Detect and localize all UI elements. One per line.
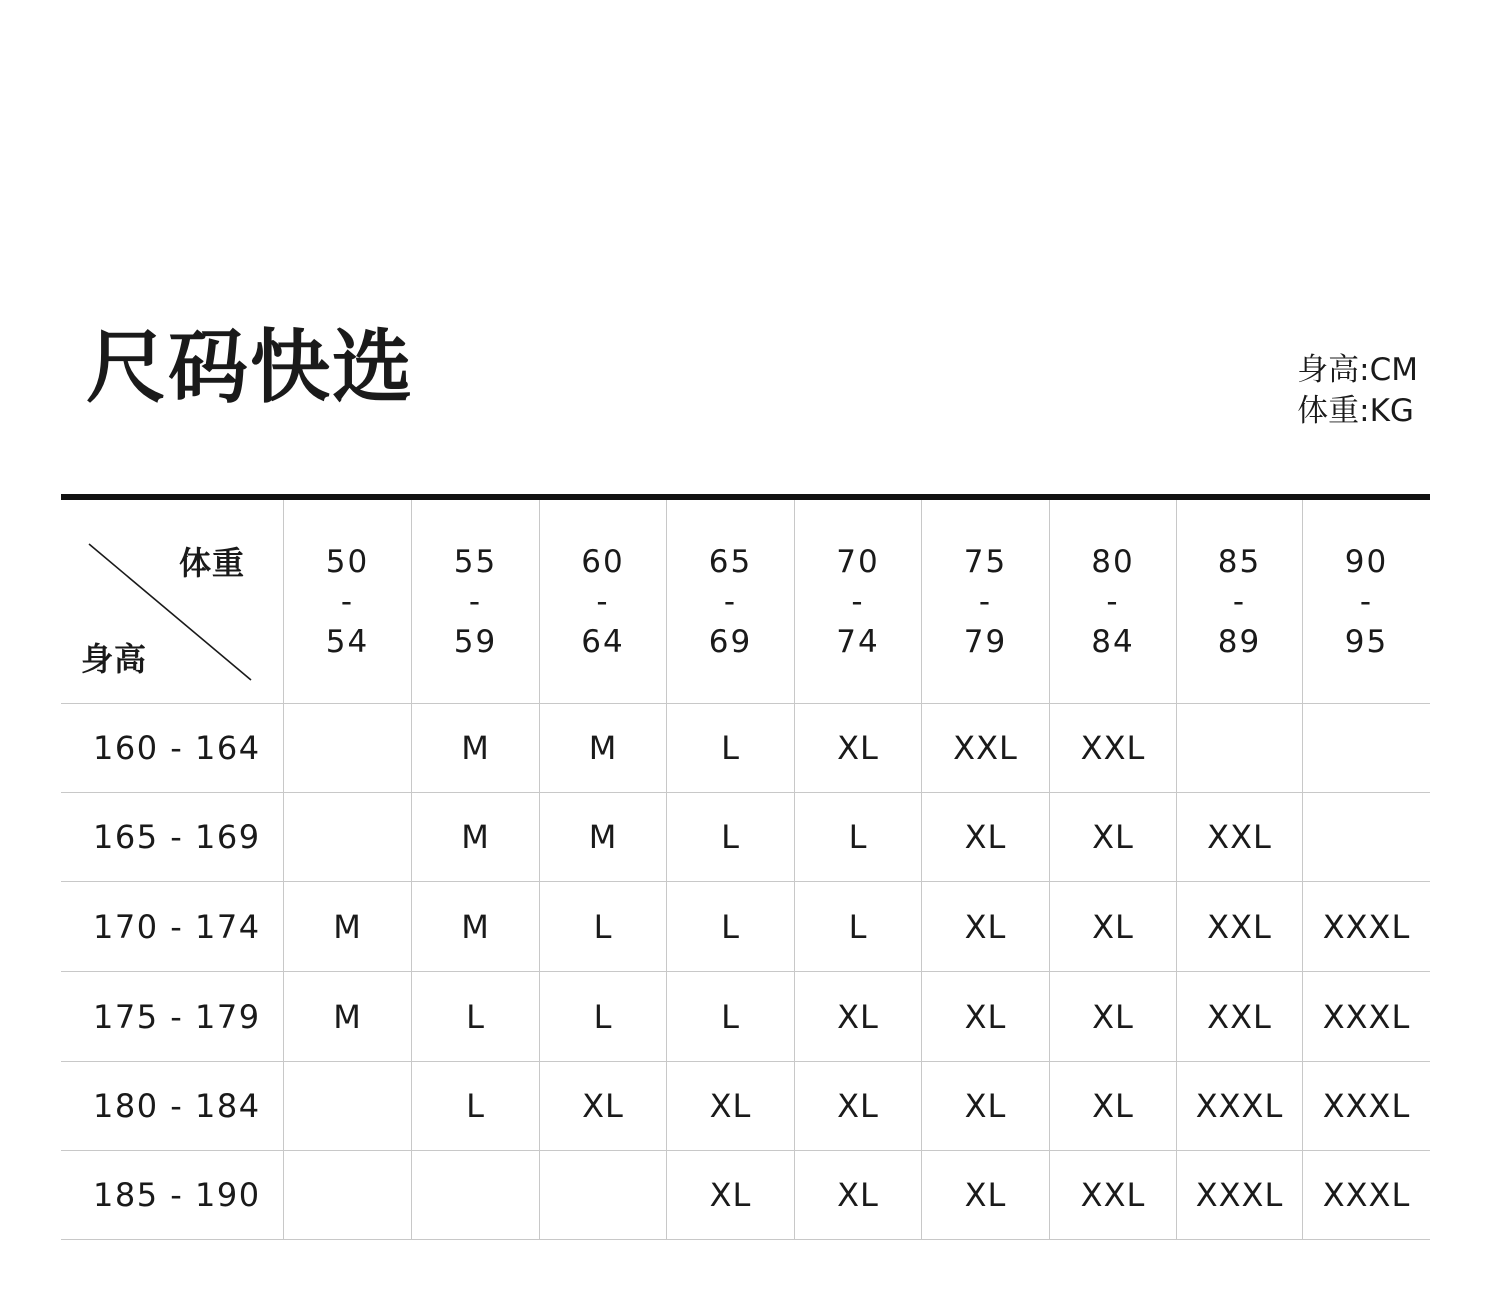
weight-range-to: 84	[1091, 623, 1135, 660]
height-range-label: 170 - 174	[61, 881, 283, 971]
size-cell: L	[794, 792, 921, 881]
weight-range-sep: -	[1359, 583, 1374, 620]
height-unit-label: 身高:CM	[1297, 352, 1418, 388]
size-cell: XL	[666, 1150, 794, 1240]
weight-range-sep: -	[340, 583, 355, 620]
size-cell: XL	[921, 971, 1049, 1061]
weight-range-to: 74	[836, 623, 880, 660]
weight-range-sep: -	[1232, 583, 1247, 620]
height-range-label: 185 - 190	[61, 1150, 283, 1240]
size-cell: XXL	[1176, 971, 1302, 1061]
size-cell: XXL	[1049, 703, 1176, 792]
weight-range-sep: -	[723, 583, 738, 620]
size-cell: L	[666, 792, 794, 881]
size-cell: XL	[794, 703, 921, 792]
size-cell: XL	[1049, 971, 1176, 1061]
size-cell: M	[411, 792, 539, 881]
weight-range-from: 60	[581, 543, 625, 580]
size-cell	[539, 1150, 666, 1240]
weight-range-to: 95	[1344, 623, 1389, 660]
weight-column-header	[1302, 500, 1430, 703]
weight-unit-label: 体重:KG	[1297, 393, 1414, 429]
weight-range-sep: -	[978, 583, 993, 620]
size-cell: L	[794, 881, 921, 971]
size-cell: XXXL	[1302, 971, 1430, 1061]
weight-range-sep: -	[596, 583, 610, 620]
weight-column-header	[666, 500, 794, 703]
weight-range-from: 80	[1091, 543, 1135, 580]
size-cell: XL	[921, 1061, 1049, 1150]
weight-range-from: 50	[325, 543, 370, 580]
size-cell: L	[411, 1061, 539, 1150]
size-cell: M	[283, 881, 411, 971]
weight-range-from: 90	[1344, 543, 1389, 580]
size-cell	[283, 703, 411, 792]
corner-header-cell	[61, 500, 283, 703]
size-cell: XXXL	[1302, 1150, 1430, 1240]
size-cell: XXXL	[1176, 1061, 1302, 1150]
size-cell	[411, 1150, 539, 1240]
size-cell: XL	[1049, 881, 1176, 971]
size-cell: L	[666, 703, 794, 792]
weight-range-to: 89	[1217, 623, 1262, 660]
weight-column-header	[539, 500, 666, 703]
size-cell	[283, 1061, 411, 1150]
height-range-label: 175 - 179	[61, 971, 283, 1061]
weight-range-to: 79	[963, 623, 1008, 660]
size-cell	[283, 792, 411, 881]
size-cell	[283, 1150, 411, 1240]
height-range-label: 160 - 164	[61, 703, 283, 792]
weight-range-to: 59	[453, 623, 498, 660]
weight-range-from: 55	[453, 543, 498, 580]
size-cell: XL	[666, 1061, 794, 1150]
size-cell: M	[539, 792, 666, 881]
weight-range-sep: -	[851, 583, 865, 620]
size-cell: XXL	[1176, 881, 1302, 971]
size-cell: XXXL	[1176, 1150, 1302, 1240]
size-cell	[1302, 703, 1430, 792]
weight-range-from: 65	[708, 543, 753, 580]
weight-range-from: 85	[1217, 543, 1262, 580]
size-cell: M	[411, 703, 539, 792]
weight-range-from: 75	[963, 543, 1008, 580]
size-cell: XL	[921, 1150, 1049, 1240]
height-range-label: 180 - 184	[61, 1061, 283, 1150]
size-cell: M	[283, 971, 411, 1061]
size-cell: L	[539, 971, 666, 1061]
size-cell: XL	[794, 1150, 921, 1240]
size-cell: XXL	[1049, 1150, 1176, 1240]
size-cell: XXL	[921, 703, 1049, 792]
size-cell: XL	[1049, 1061, 1176, 1150]
size-cell: L	[539, 881, 666, 971]
corner-weight-label: 体重	[179, 544, 246, 582]
size-cell: L	[411, 971, 539, 1061]
weight-range-to: 64	[581, 623, 625, 660]
size-cell: L	[666, 971, 794, 1061]
weight-column-header	[1049, 500, 1176, 703]
weight-column-header	[794, 500, 921, 703]
size-cell	[1176, 703, 1302, 792]
weight-column-header	[283, 500, 411, 703]
weight-range-from: 70	[836, 543, 880, 580]
page-title: 尺码快选	[86, 321, 414, 414]
weight-range-to: 54	[325, 623, 370, 660]
size-cell: XXL	[1176, 792, 1302, 881]
weight-range-to: 69	[708, 623, 753, 660]
size-cell: M	[411, 881, 539, 971]
size-cell: XXXL	[1302, 1061, 1430, 1150]
size-cell: XL	[539, 1061, 666, 1150]
size-cell: XXXL	[1302, 881, 1430, 971]
size-cell: XL	[921, 881, 1049, 971]
size-cell: L	[666, 881, 794, 971]
weight-range-sep: -	[1106, 583, 1120, 620]
weight-range-sep: -	[468, 583, 483, 620]
size-chart-table	[61, 500, 1430, 1241]
weight-column-header	[411, 500, 539, 703]
weight-column-header	[1176, 500, 1302, 703]
weight-column-header	[921, 500, 1049, 703]
unit-legend	[1297, 350, 1418, 432]
size-cell	[1302, 792, 1430, 881]
size-cell: XL	[794, 1061, 921, 1150]
height-range-label: 165 - 169	[61, 792, 283, 881]
size-cell: XL	[1049, 792, 1176, 881]
size-cell: M	[539, 703, 666, 792]
size-cell: XL	[921, 792, 1049, 881]
corner-height-label: 身高	[81, 640, 148, 678]
size-cell: XL	[794, 971, 921, 1061]
